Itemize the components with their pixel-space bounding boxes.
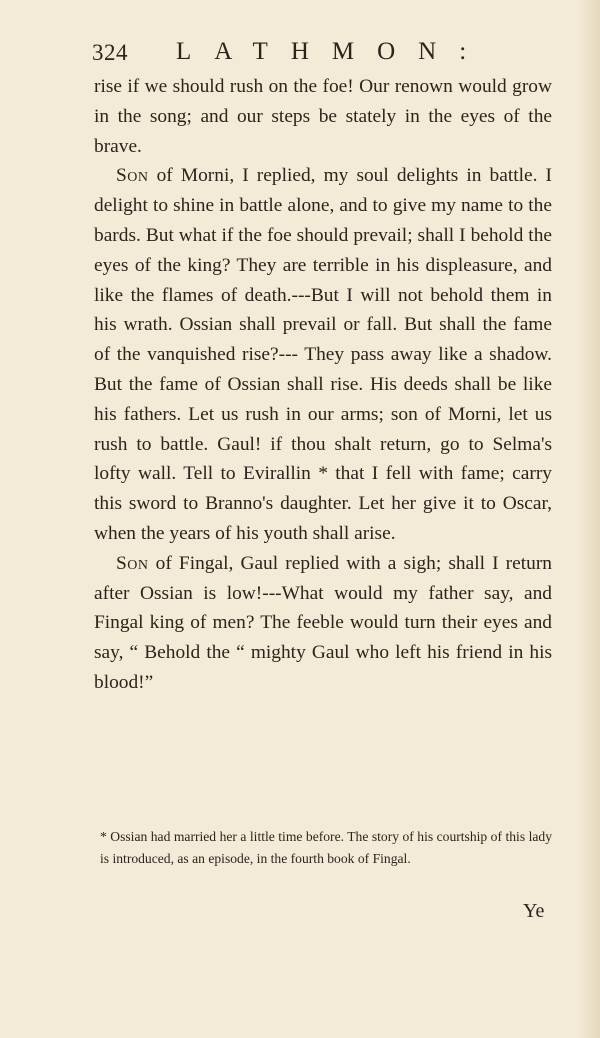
paragraph-3-lead: Son <box>116 552 149 574</box>
catchword: Ye <box>523 900 545 922</box>
paragraph-2-lead: Son <box>116 165 149 187</box>
page-edge-shadow <box>578 0 600 1038</box>
paragraph-1: rise if we should rush on the foe! Our renown would grow in the song; and our steps be stately in the eyes of the brave. <box>94 76 552 157</box>
paragraph-3 <box>94 549 552 698</box>
paragraph-3-text: of Fingal, Gaul replied with a sigh; shall I return after Ossian is low!---What would my father say, and Fingal king of men? The feeble would turn their eyes and say, “ Behold the “ mighty Gaul who left his friend in his blood!” <box>94 552 552 693</box>
paragraph-2-text: of Morni, I replied, my soul delights in battle. I delight to shine in battle alone, and to give my name to the bards. But what if the foe should prevail; shall I behold the eyes of the king? They are terrible in his displeasure, and like the flames of death.---But I will not behold them in his wrath. Ossian shall prevail or fall. But shall the fame of the vanquished rise?--- They pass away like a shadow. But the fame of Ossian shall rise. His deeds shall be like his fathers. Let us rush in our arms; son of Morni, let us rush to battle. Gaul! if thou shalt return, go to Selma's lofty wall. Tell to Evirallin * that I fell with fame; carry this sword to Branno's daughter. Let her give it to Oscar, when the years of his youth shall arise. <box>94 165 552 544</box>
main-text <box>94 72 552 698</box>
page-header <box>92 36 552 70</box>
footnote <box>100 826 552 869</box>
running-title: LATHMON: <box>176 38 490 65</box>
paragraph-2 <box>94 161 552 548</box>
page-number: 324 <box>92 40 128 65</box>
footnote-text: * Ossian had married her a little time before. The story of his courtship of this lady is introduced, as an episode, in the fourth book of Fingal. <box>100 829 552 866</box>
